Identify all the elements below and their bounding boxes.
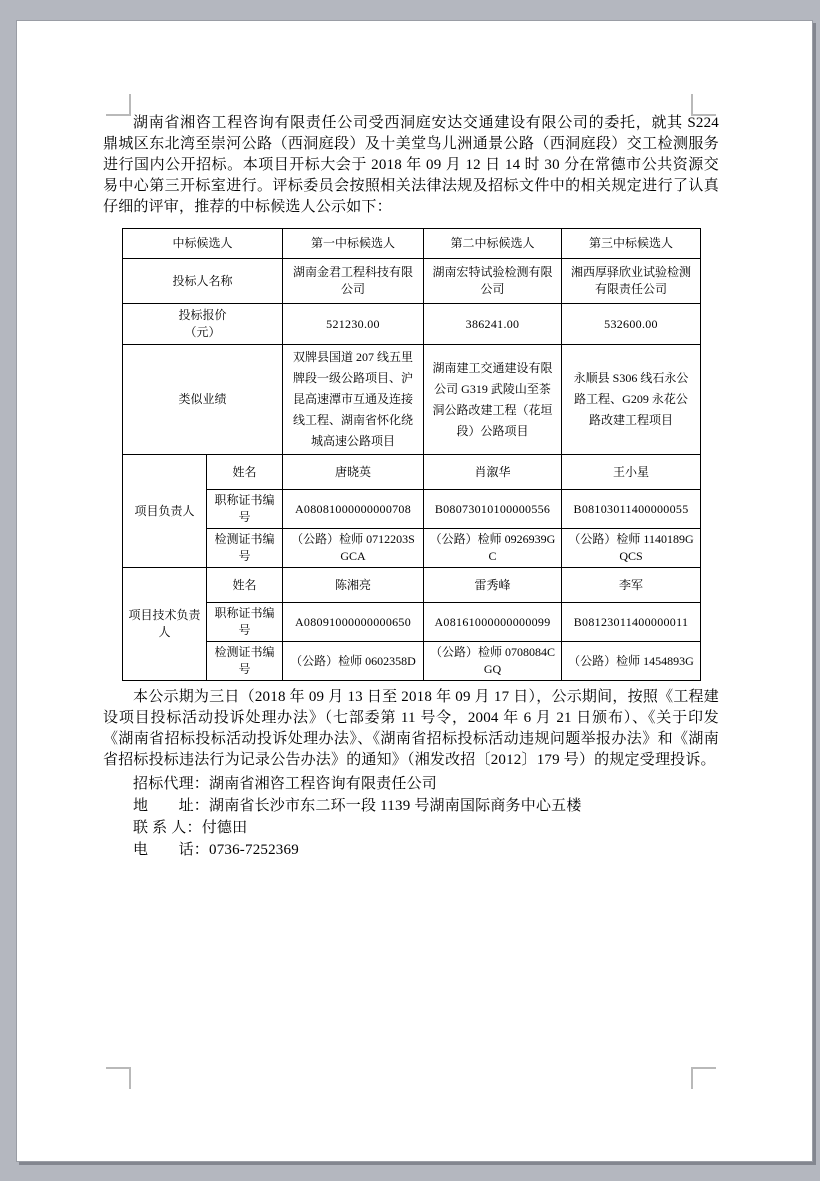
tm-name-cell-1: 陈湘亮 xyxy=(283,568,424,603)
table-row-tm-title-cert xyxy=(123,603,701,642)
notice-paragraph: 本公示期为三日（2018 年 09 月 13 日至 2018 年 09 月 17 日），公示期间，按照《工程建设项目投标活动投诉处理办法》（七部委第 11 号令，2004 年 6 月 21 日颁布）、《关于印发《湖南省招标投标活动投诉处理办法》、《湖南省招标投标活动违规问题举报办法》和《湖南省招标投标违法行为记录公告办法》的通知》（湘发改招〔2012〕179 号）的规定受理投诉。 xyxy=(103,689,719,768)
table-row-tm-name xyxy=(123,568,701,603)
tm-test-cert-label-cell: 检测证书编号 xyxy=(207,642,283,681)
tm-test-cert-cell-1: （公路）检师 0602358D xyxy=(283,642,424,681)
table-row-tm-test-cert xyxy=(123,642,701,681)
pm-title-cert-cell-2: B08073010100000556 xyxy=(424,490,562,529)
bid-price-cell-1: 521230.00 xyxy=(283,304,424,345)
project-manager-label-cell: 项目负责人 xyxy=(123,455,207,568)
tm-title-cert-cell-3: B08123011400000011 xyxy=(562,603,701,642)
contact-line-agent: 招标代理：湖南省湘咨工程咨询有限责任公司 xyxy=(133,776,438,792)
pm-name-cell-3: 王小星 xyxy=(562,455,701,490)
tm-title-cert-cell-1: A08091000000000650 xyxy=(283,603,424,642)
pm-test-cert-cell-1: （公路）检师 0712203SGCA xyxy=(283,529,424,568)
pm-title-cert-cell-3: B08103011400000055 xyxy=(562,490,701,529)
table-row-pm-name xyxy=(123,455,701,490)
document-page xyxy=(16,20,813,1162)
bid-price-label-cell xyxy=(123,304,283,345)
table-row-bid-price xyxy=(123,304,701,345)
table-row-bidder-name xyxy=(123,259,701,304)
table-row-pm-test-cert xyxy=(123,529,701,568)
tm-test-cert-cell-3: （公路）检师 1454893G xyxy=(562,642,701,681)
header-first-candidate-cell: 第一中标候选人 xyxy=(283,229,424,259)
contact-line-person: 联 系 人：付德田 xyxy=(133,820,248,836)
bid-price-label-line2: （元） xyxy=(184,325,221,339)
bidder-name-cell-3: 湘西厚驿欣业试验检测有限责任公司 xyxy=(562,259,701,304)
bidder-name-label-cell: 投标人名称 xyxy=(123,259,283,304)
tm-title-cert-cell-2: A08161000000000099 xyxy=(424,603,562,642)
similar-performance-cell-1: 双牌县国道 207 线五里牌段一级公路项目、沪昆高速潭市互通及连接线工程、湖南省怀化绕城高速公路项目 xyxy=(283,345,424,455)
tm-test-cert-cell-2: （公路）检师 0708084CGQ xyxy=(424,642,562,681)
pm-title-cert-label-cell: 职称证书编号 xyxy=(207,490,283,529)
similar-performance-label-cell: 类似业绩 xyxy=(123,345,283,455)
contact-line-phone: 电 话：0736-7252369 xyxy=(133,842,299,858)
similar-performance-cell-2: 湖南建工交通建设有限公司 G319 武陵山至茶洞公路改建工程（花垣段）公路项目 xyxy=(424,345,562,455)
intro-paragraph: 湖南省湘咨工程咨询有限责任公司受西洞庭安达交通建设有限公司的委托，就其 S224 鼎城区东北湾至崇河公路（西洞庭段）及十美堂鸟儿洲通景公路（西洞庭段）交工检测服务进行国内公开招标。本项目开标大会于 2018 年 09 月 12 日 14 时 30 分在常德市公共资源交易中心第三开标室进行。评标委员会按照相关法律法规及招标文件中的相关规定进行了认真仔细的评审，推荐的中标候选人公示如下： xyxy=(103,115,719,215)
bid-price-cell-2: 386241.00 xyxy=(424,304,562,345)
tm-name-cell-3: 李军 xyxy=(562,568,701,603)
tm-name-label-cell: 姓名 xyxy=(207,568,283,603)
bid-price-label-line1: 投标报价 xyxy=(178,308,227,322)
bid-candidates-table xyxy=(122,228,701,681)
bidder-name-cell-2: 湖南宏特试验检测有限公司 xyxy=(424,259,562,304)
text-boundary-mark-bottom-right xyxy=(691,1067,716,1089)
table-row-similar-performance xyxy=(123,345,701,455)
pm-test-cert-cell-2: （公路）检师 0926939GC xyxy=(424,529,562,568)
contact-line-address: 地 址：湖南省长沙市东二环一段 1139 号湖南国际商务中心五楼 xyxy=(133,798,582,814)
bidder-name-cell-1: 湖南金君工程科技有限公司 xyxy=(283,259,424,304)
bid-price-cell-3: 532600.00 xyxy=(562,304,701,345)
pm-test-cert-cell-3: （公路）检师 1140189GQCS xyxy=(562,529,701,568)
pm-name-label-cell: 姓名 xyxy=(207,455,283,490)
table-row-header xyxy=(123,229,701,259)
header-third-candidate-cell: 第三中标候选人 xyxy=(562,229,701,259)
tm-name-cell-2: 雷秀峰 xyxy=(424,568,562,603)
pm-name-cell-1: 唐晓英 xyxy=(283,455,424,490)
table-row-pm-title-cert xyxy=(123,490,701,529)
pm-name-cell-2: 肖溆华 xyxy=(424,455,562,490)
pm-test-cert-label-cell: 检测证书编号 xyxy=(207,529,283,568)
contact-block xyxy=(103,773,719,861)
pm-title-cert-cell-1: A08081000000000708 xyxy=(283,490,424,529)
similar-performance-cell-3: 永顺县 S306 线石永公路工程、G209 永花公路改建工程项目 xyxy=(562,345,701,455)
document-content xyxy=(103,113,719,861)
header-label-cell: 中标候选人 xyxy=(123,229,283,259)
text-boundary-mark-bottom-left xyxy=(106,1067,131,1089)
header-second-candidate-cell: 第二中标候选人 xyxy=(424,229,562,259)
tm-title-cert-label-cell: 职称证书编号 xyxy=(207,603,283,642)
tech-manager-label-cell: 项目技术负责人 xyxy=(123,568,207,681)
